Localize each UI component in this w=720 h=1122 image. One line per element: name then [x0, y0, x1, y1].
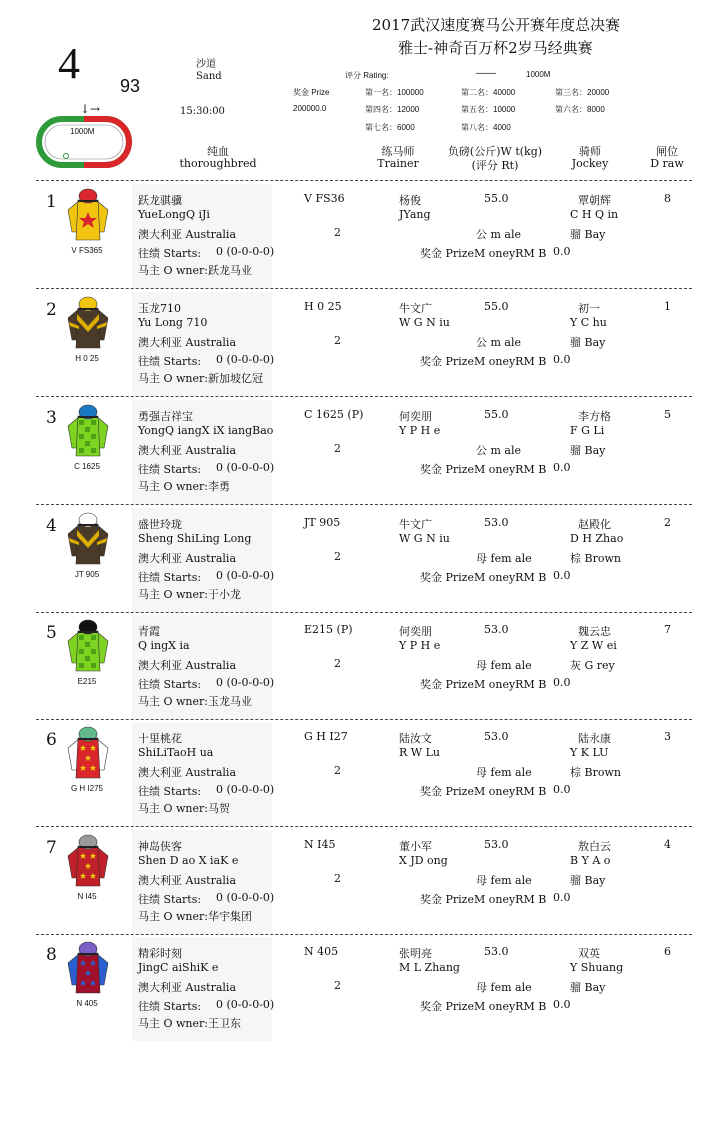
col-draw-cn: 闸位	[656, 145, 678, 158]
row-divider	[36, 288, 692, 289]
jockey-name-cn: 魏云忠	[578, 625, 611, 638]
jockey-silks-icon	[64, 834, 112, 890]
col-draw-en: D raw	[650, 157, 684, 170]
surface-en: Sand	[196, 71, 222, 82]
jockey-name-en: F G Li	[570, 424, 605, 437]
race-title: 2017武汉速度赛马公开赛年度总决赛	[372, 16, 621, 34]
silk-check	[79, 649, 84, 654]
owner-label: 马主 O wner:	[138, 695, 208, 708]
owner-name: 王卫东	[208, 1017, 241, 1030]
jockey-name-cn: 李方格	[578, 410, 611, 423]
prize-2nd: 第二名：40000	[461, 88, 516, 97]
runner-row	[0, 937, 720, 1047]
horse-age: 2	[334, 226, 341, 239]
jockey-silks-icon	[64, 512, 112, 568]
owner-label: 马主 O wner:	[138, 588, 208, 601]
jockey-name-en: Y Shuang	[570, 961, 624, 974]
silks-code: E215	[77, 677, 97, 686]
silk-cap-peak	[78, 631, 98, 633]
horse-color: 棕 Brown	[570, 552, 621, 565]
trainer-name-en: Y P H e	[399, 639, 441, 652]
col-jockey-cn: 骑师	[579, 145, 601, 158]
starts-record: 0 (0-0-0-0)	[216, 891, 275, 904]
starts-label: 往绩 Starts:	[138, 247, 202, 260]
silk-check	[91, 420, 96, 425]
silk-cap-peak	[78, 308, 98, 310]
prize-money-label: 奖金 PrizeM oneyRM B	[420, 785, 547, 798]
horse-age: 2	[334, 442, 341, 455]
row-divider	[36, 934, 692, 935]
silks-code: V FS365	[71, 246, 103, 255]
owner-label: 马主 O wner:	[138, 1017, 208, 1030]
silks-code: JT 905	[74, 570, 100, 579]
starts-label: 往绩 Starts:	[138, 678, 202, 691]
silk-check	[91, 448, 96, 453]
prize-8th: 第八名：4000	[461, 123, 511, 132]
prize-money: 0.0	[553, 783, 571, 796]
saddle-number: 2	[46, 300, 57, 320]
silk-check	[91, 649, 96, 654]
carried-weight: 53.0	[484, 516, 509, 529]
silk-cap-peak	[78, 524, 98, 526]
origin: 澳大利亚 Australia	[138, 228, 237, 241]
header-divider	[36, 180, 692, 181]
prize-7th: 第七名：6000	[365, 123, 415, 132]
brand-code: G H I27	[304, 730, 348, 743]
saddle-number: 6	[46, 730, 57, 750]
runner-row	[0, 292, 720, 402]
trainer-name-cn: 张明亮	[399, 947, 432, 960]
race-distance-code: 93	[120, 76, 141, 96]
horse-name-en: ShiLiTaoH ua	[138, 746, 214, 759]
horse-name-en: Sheng ShiLing Long	[138, 532, 252, 545]
prize-money: 0.0	[553, 461, 571, 474]
jockey-name-en: B Y A o	[570, 854, 611, 867]
horse-sex: 母 fem ale	[476, 552, 532, 565]
breed-cn: 纯血	[207, 145, 229, 158]
row-divider	[36, 396, 692, 397]
prize-1st: 第一名：100000	[365, 88, 424, 97]
horse-name-en: Shen D ao X iaK e	[138, 854, 239, 867]
draw-number: 6	[664, 945, 671, 958]
starts-record: 0 (0-0-0-0)	[216, 569, 275, 582]
track-label: 1000M	[70, 127, 95, 136]
horse-sex: 公 m ale	[476, 228, 522, 241]
col-jockey-en: Jockey	[571, 157, 609, 170]
trainer-name-cn: 牛文广	[399, 518, 432, 531]
runner-row	[0, 184, 720, 294]
starts-label: 往绩 Starts:	[138, 785, 202, 798]
trainer-name-en: R W Lu	[399, 746, 440, 759]
owner-name: 李勇	[208, 480, 230, 493]
race-time: 15:30:00	[180, 106, 225, 117]
trainer-name-en: X JD ong	[399, 854, 448, 867]
origin: 澳大利亚 Australia	[138, 981, 237, 994]
carried-weight: 53.0	[484, 945, 509, 958]
horse-name-en: YueLongQ iJi	[138, 208, 210, 221]
brand-code: V FS36	[304, 192, 345, 205]
silks-code: C 1625	[74, 462, 100, 471]
owner-name: 马贺	[208, 802, 230, 815]
starts-label: 往绩 Starts:	[138, 463, 202, 476]
carried-weight: 55.0	[484, 408, 509, 421]
prize-money: 0.0	[553, 245, 571, 258]
horse-color: 骝 Bay	[570, 981, 606, 994]
saddle-number: 1	[46, 192, 57, 212]
draw-number: 2	[664, 516, 671, 529]
rating-value: ——	[476, 68, 496, 79]
starts-label: 往绩 Starts:	[138, 1000, 202, 1013]
starts-record: 0 (0-0-0-0)	[216, 245, 275, 258]
horse-sex: 母 fem ale	[476, 874, 532, 887]
trainer-name-cn: 陆汝文	[399, 732, 432, 745]
trainer-name-cn: 何奕朋	[399, 625, 432, 638]
row-divider	[36, 826, 692, 827]
saddle-number: 5	[46, 623, 57, 643]
horse-color: 灰 G rey	[570, 659, 615, 672]
prize-money-label: 奖金 PrizeM oneyRM B	[420, 1000, 547, 1013]
prize-label: 奖金 Prize	[293, 88, 330, 97]
horse-age: 2	[334, 764, 341, 777]
row-divider	[36, 504, 692, 505]
prize-money-label: 奖金 PrizeM oneyRM B	[420, 893, 547, 906]
owner-label: 马主 O wner:	[138, 802, 208, 815]
silk-cap-peak	[78, 416, 98, 418]
owner-label: 马主 O wner:	[138, 264, 208, 277]
horse-name-en: JingC aiShiK e	[138, 961, 219, 974]
prize-money: 0.0	[553, 569, 571, 582]
horse-age: 2	[334, 979, 341, 992]
silk-check	[85, 427, 90, 432]
owner-name: 于小龙	[208, 588, 241, 601]
silk-cap-peak	[78, 738, 98, 740]
jockey-name-cn: 陆永康	[578, 732, 611, 745]
draw-number: 8	[664, 192, 671, 205]
owner-label: 马主 O wner:	[138, 372, 208, 385]
silk-cap-peak	[78, 953, 98, 955]
starts-label: 往绩 Starts:	[138, 571, 202, 584]
brand-code: N 405	[304, 945, 339, 958]
silk-check	[91, 434, 96, 439]
jockey-name-en: D H Zhao	[570, 532, 624, 545]
trainer-name-en: Y P H e	[399, 424, 441, 437]
starts-record: 0 (0-0-0-0)	[216, 676, 275, 689]
trainer-name-en: W G N iu	[399, 532, 450, 545]
row-divider	[36, 719, 692, 720]
brand-code: E215 (P)	[304, 623, 353, 636]
saddle-number: 4	[46, 516, 57, 536]
saddle-number: 3	[46, 408, 57, 428]
jockey-name-en: Y C hu	[570, 316, 607, 329]
starts-record: 0 (0-0-0-0)	[216, 998, 275, 1011]
jockey-name-cn: 初一	[578, 302, 600, 315]
prize-money-label: 奖金 PrizeM oneyRM B	[420, 571, 547, 584]
prize-5th: 第五名：10000	[461, 105, 516, 114]
prize-6th: 第六名：8000	[555, 105, 605, 114]
runner-row	[0, 722, 720, 832]
prize-money: 0.0	[553, 676, 571, 689]
breed-en: thoroughbred	[179, 157, 257, 170]
prize-money: 0.0	[553, 891, 571, 904]
owner-label: 马主 O wner:	[138, 480, 208, 493]
horse-sex: 公 m ale	[476, 444, 522, 457]
race-subtitle: 雅士-神奇百万杯2岁马经典赛	[398, 39, 593, 57]
horse-color: 骝 Bay	[570, 336, 606, 349]
jockey-name-en: Y K LU	[570, 746, 609, 759]
silk-check	[79, 663, 84, 668]
origin: 澳大利亚 Australia	[138, 874, 237, 887]
silk-check	[79, 448, 84, 453]
silks-code: G H I275	[70, 784, 103, 793]
starts-record: 0 (0-0-0-0)	[216, 353, 275, 366]
silk-check	[85, 642, 90, 647]
origin: 澳大利亚 Australia	[138, 552, 237, 565]
trainer-name-en: W G N iu	[399, 316, 450, 329]
horse-name-cn: 精彩时刻	[138, 947, 182, 960]
horse-sex: 公 m ale	[476, 336, 522, 349]
row-divider	[36, 612, 692, 613]
horse-name-cn: 跃龙骐骥	[138, 194, 182, 207]
prize-money-label: 奖金 PrizeM oneyRM B	[420, 463, 547, 476]
trainer-name-cn: 牛文广	[399, 302, 432, 315]
col-trainer-en: Trainer	[377, 157, 419, 170]
jockey-silks-icon	[64, 619, 112, 675]
prize-money-label: 奖金 PrizeM oneyRM B	[420, 247, 547, 260]
horse-age: 2	[334, 550, 341, 563]
horse-color: 骝 Bay	[570, 444, 606, 457]
draw-number: 1	[664, 300, 671, 313]
jockey-name-cn: 双英	[578, 947, 600, 960]
horse-name-cn: 青霞	[138, 625, 160, 638]
horse-name-cn: 神岛侠客	[138, 840, 182, 853]
draw-number: 5	[664, 408, 671, 421]
col-trainer-cn: 练马师	[381, 145, 415, 158]
draw-number: 7	[664, 623, 671, 636]
carried-weight: 55.0	[484, 192, 509, 205]
prize-total: 200000.0	[293, 104, 327, 113]
jockey-name-cn: 覃朝辉	[578, 194, 611, 207]
starts-label: 往绩 Starts:	[138, 355, 202, 368]
saddle-number: 8	[46, 945, 57, 965]
horse-sex: 母 fem ale	[476, 766, 532, 779]
horse-name-cn: 盛世玲珑	[138, 518, 182, 531]
col-weight-en: (评分 Rt)	[471, 159, 519, 172]
draw-number: 4	[664, 838, 671, 851]
prize-money: 0.0	[553, 998, 571, 1011]
owner-name: 华宇集团	[208, 910, 252, 923]
prize-4th: 第四名：12000	[365, 105, 420, 114]
prize-3rd: 第三名：20000	[555, 88, 610, 97]
jockey-silks-icon	[64, 941, 112, 997]
col-weight-cn: 负磅(公斤)W t(kg)	[447, 145, 543, 158]
carried-weight: 55.0	[484, 300, 509, 313]
horse-name-en: Yu Long 710	[138, 316, 208, 329]
carried-weight: 53.0	[484, 623, 509, 636]
runner-row	[0, 400, 720, 510]
horse-color: 骝 Bay	[570, 874, 606, 887]
silk-check	[79, 434, 84, 439]
jockey-silks-icon	[64, 296, 112, 352]
silk-check	[79, 420, 84, 425]
silk-check	[85, 441, 90, 446]
horse-name-cn: 玉龙710	[138, 302, 181, 315]
origin: 澳大利亚 Australia	[138, 766, 237, 779]
jockey-name-cn: 赵殿化	[578, 518, 611, 531]
silk-check	[91, 663, 96, 668]
horse-name-en: Q ingX ia	[138, 639, 190, 652]
surface-cn: 沙道	[196, 59, 216, 70]
jockey-name-cn: 敖白云	[578, 840, 611, 853]
silks-code: N 405	[76, 999, 98, 1008]
silk-check	[79, 635, 84, 640]
owner-name: 新加坡亿冠	[208, 372, 263, 385]
silk-check	[85, 656, 90, 661]
horse-name-cn: 十里桃花	[138, 732, 182, 745]
jockey-silks-icon	[64, 726, 112, 782]
runner-row	[0, 615, 720, 725]
horse-age: 2	[334, 872, 341, 885]
race-distance: 1000M	[526, 70, 551, 79]
trainer-name-en: M L Zhang	[399, 961, 460, 974]
start-arrow-icon: ↓→	[80, 102, 101, 116]
saddle-number: 7	[46, 838, 57, 858]
track-diagram	[36, 116, 132, 168]
prize-money: 0.0	[553, 353, 571, 366]
horse-age: 2	[334, 334, 341, 347]
starts-record: 0 (0-0-0-0)	[216, 783, 275, 796]
prize-money-label: 奖金 PrizeM oneyRM B	[420, 355, 547, 368]
origin: 澳大利亚 Australia	[138, 659, 237, 672]
trainer-name-cn: 何奕朋	[399, 410, 432, 423]
silk-cap-peak	[78, 846, 98, 848]
horse-sex: 母 fem ale	[476, 981, 532, 994]
owner-name: 跃龙马业	[208, 264, 252, 277]
horse-color: 骝 Bay	[570, 228, 606, 241]
brand-code: C 1625 (P)	[304, 408, 364, 421]
carried-weight: 53.0	[484, 730, 509, 743]
origin: 澳大利亚 Australia	[138, 336, 237, 349]
owner-name: 玉龙马业	[208, 695, 252, 708]
runner-row	[0, 508, 720, 618]
horse-name-cn: 勇强吉祥宝	[138, 410, 193, 423]
draw-number: 3	[664, 730, 671, 743]
race-number: 4	[58, 39, 80, 88]
silk-check	[91, 635, 96, 640]
jockey-silks-icon	[64, 188, 112, 244]
trainer-name-cn: 杨俊	[399, 194, 421, 207]
runner-row	[0, 830, 720, 940]
jockey-name-en: Y Z W ei	[570, 639, 617, 652]
trainer-name-en: JYang	[399, 208, 431, 221]
starts-label: 往绩 Starts:	[138, 893, 202, 906]
silk-cap-peak	[78, 200, 98, 202]
owner-label: 马主 O wner:	[138, 910, 208, 923]
starts-record: 0 (0-0-0-0)	[216, 461, 275, 474]
jockey-silks-icon	[64, 404, 112, 460]
carried-weight: 53.0	[484, 838, 509, 851]
jockey-name-en: C H Q in	[570, 208, 619, 221]
horse-color: 棕 Brown	[570, 766, 621, 779]
horse-age: 2	[334, 657, 341, 670]
rating-label: 评分 Rating:	[345, 71, 389, 80]
prize-money-label: 奖金 PrizeM oneyRM B	[420, 678, 547, 691]
brand-code: JT 905	[304, 516, 341, 529]
origin: 澳大利亚 Australia	[138, 444, 237, 457]
horse-name-en: YongQ iangX iX iangBao	[138, 424, 274, 437]
trainer-name-cn: 董小军	[399, 840, 432, 853]
silks-code: N I45	[77, 892, 97, 901]
brand-code: H 0 25	[304, 300, 342, 313]
horse-sex: 母 fem ale	[476, 659, 532, 672]
brand-code: N I45	[304, 838, 336, 851]
silks-code: H 0 25	[75, 354, 99, 363]
